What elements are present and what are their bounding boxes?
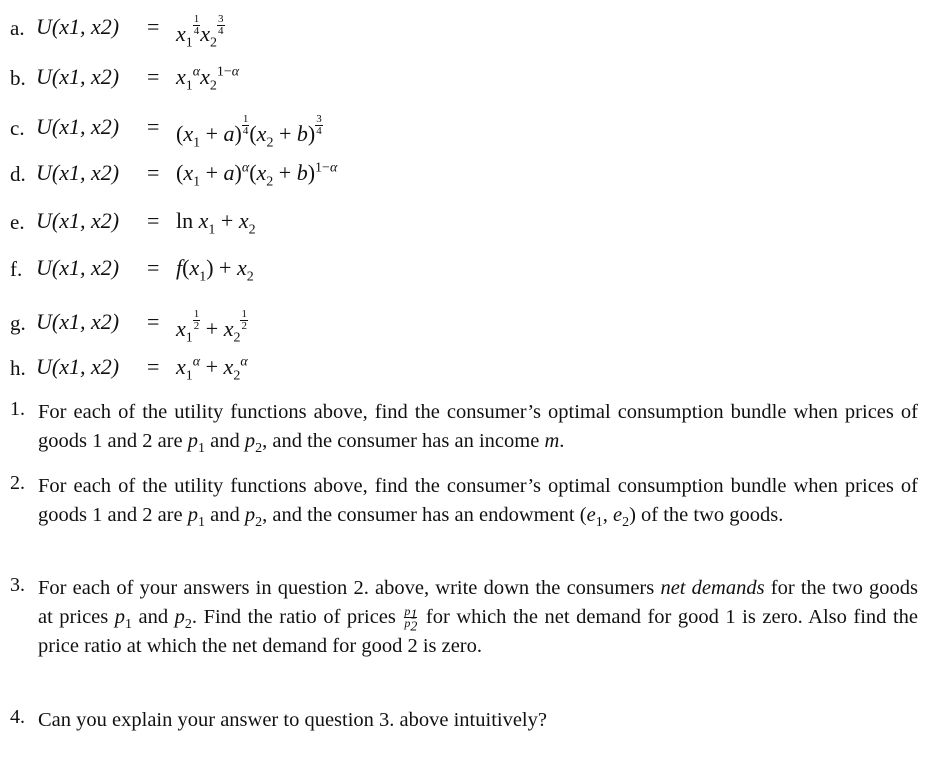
utility-lhs: U(x1, x2) [36,309,120,334]
question-number: 3. [10,574,25,596]
utility-function-a [0,2,600,51]
utility-lhs: U(x1, x2) [36,354,120,379]
utility-function-g [0,297,600,346]
equals-sign: = [147,160,160,185]
utility-lhs: U(x1, x2) [36,64,120,89]
question-text: For each of the utility functions above, find the consumer’s optimal consumption bundle when prices of goods 1 and 2 are $p_1$ and $p_2$, and the consumer has an income m. [38,401,918,457]
utility-label: h. [10,356,26,380]
equals-sign: = [147,255,160,280]
utility-label: e. [10,210,25,234]
utility-label: f. [10,257,23,281]
question-text: Can you explain your answer to question 3. above intuitively? [38,709,547,731]
utility-rhs: $f(x_1) + x_2$ [176,255,254,285]
utility-rhs: $x_1$ $\frac{1}{4}$ $x_2$ $\frac{3}{4}$ [176,13,224,51]
utility-function-h [0,342,600,386]
question-text: For each of your answers in question 2. above, write down the consumers net demands for the two goods at prices $p_1$ and $p_2$. Find the ratio of prices $\frac{p_1}{p_2}$ for which the net demand for good 1 is zero. Also find the price ratio at which the net demand for good 2 is zero. [38,577,918,657]
utility-rhs: $x_1^\alpha x_2^{1-\alpha}$ [176,64,240,94]
utility-lhs: U(x1, x2) [36,114,120,139]
question-number: 1. [10,398,25,420]
utility-lhs: U(x1, x2) [36,208,120,233]
equals-sign: = [147,64,160,89]
utility-label: b. [10,66,26,90]
utility-function-b [0,52,600,96]
equals-sign: = [147,114,160,139]
utility-rhs: $(x_1 + a)^\alpha(x_2 + b)^{1-\alpha}$ [176,160,338,190]
utility-lhs: U(x1, x2) [36,160,120,185]
equals-sign: = [147,208,160,233]
utility-rhs: $x_1$ $\frac{1}{2}$ + $x_2$ $\frac{1}{2}$ [176,308,247,346]
utility-function-e [0,196,600,240]
equals-sign: = [147,309,160,334]
question-number: 4. [10,706,25,728]
utility-rhs: $x_1^\alpha + x_2^\alpha$ [176,354,248,384]
equals-sign: = [147,14,160,39]
utility-label: a. [10,16,25,40]
utility-rhs: $\ln x_1 + x_2$ [176,208,256,238]
equals-sign: = [147,354,160,379]
utility-rhs: $(x_1 + a)$ $\frac{1}{4}$ $(x_2 + b)$ $\frac{3}{4}$ [176,113,322,151]
utility-label: c. [10,116,25,140]
utility-label: g. [10,311,26,335]
utility-function-d [0,148,600,192]
utility-lhs: U(x1, x2) [36,14,120,39]
question-text: For each of the utility functions above, find the consumer’s optimal consumption bundle when prices of goods 1 and 2 are $p_1$ and $p_2$, and the consumer has an endowment ($e_1$, $e_2$) of the two goods. [38,475,918,531]
utility-function-f [0,243,600,287]
utility-function-c [0,102,600,151]
question-number: 2. [10,472,25,494]
utility-label: d. [10,162,26,186]
utility-lhs: U(x1, x2) [36,255,120,280]
